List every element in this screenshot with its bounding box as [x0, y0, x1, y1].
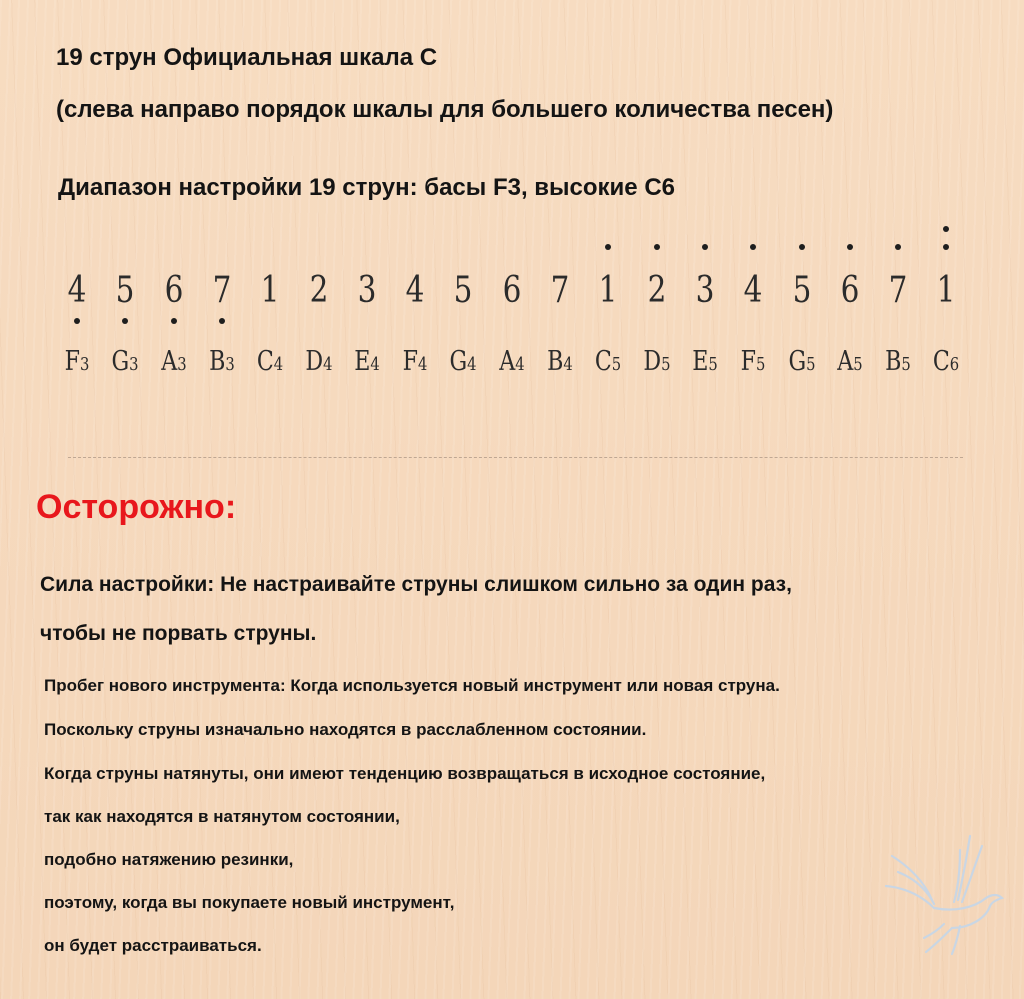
note-name [300, 342, 338, 385]
paragraph-line-3: Когда струны натянуты, они имеют тенденцию возвращаться в исходное состояние, [44, 764, 766, 783]
paragraph-line-7: он будет расстраиваться. [44, 936, 262, 955]
octave-dot-above [654, 244, 660, 250]
scale-degree: 7 [212, 270, 232, 311]
note-letter: F [64, 346, 80, 377]
note-octave: 4 [273, 354, 284, 375]
note-letter: C [257, 346, 274, 377]
octave-dot-above [895, 244, 901, 250]
octave-dot-above [750, 244, 756, 250]
scale-degree: 2 [309, 270, 328, 311]
section-divider [68, 457, 963, 458]
scale-degree: 4 [743, 270, 763, 311]
scale-degree: 4 [67, 270, 87, 311]
note-letter: G [449, 346, 468, 377]
note-letter: A [160, 346, 177, 377]
paragraph-line-1: Пробег нового инструмента: Когда используется новый инструмент или новая струна. [44, 676, 780, 695]
scale-notes-row [0, 342, 1024, 382]
note-octave: 5 [901, 354, 911, 375]
scale-degree: 1 [598, 270, 618, 311]
octave-dot-below [171, 318, 177, 324]
note-letter: B [547, 346, 564, 377]
scale-degree: 6 [164, 270, 183, 311]
octave-dot-above [943, 226, 949, 232]
scale-degree: 1 [936, 270, 956, 311]
note-name [541, 342, 579, 385]
paragraph-line-2: Поскольку струны изначально находятся в расслабленном состоянии. [44, 720, 647, 739]
note-letter: E [354, 346, 371, 377]
note-name [783, 342, 821, 385]
dove-icon [874, 828, 1014, 958]
note-letter: F [402, 346, 419, 377]
tuning-range: Диапазон настройки 19 струн: басы F3, высокие C6 [58, 174, 676, 201]
note-octave: 4 [467, 354, 477, 375]
note-letter: C [595, 346, 613, 377]
scale-degree: 6 [502, 270, 522, 311]
octave-dot-below [219, 318, 225, 324]
page-title: 19 струн Официальная шкала С [56, 44, 438, 71]
note-octave: 3 [129, 354, 139, 375]
note-octave: 4 [370, 354, 380, 375]
note-name [348, 342, 386, 385]
scale-degree: 5 [115, 270, 135, 311]
tuning-warning-line-2: чтобы не порвать струны. [40, 622, 317, 645]
note-octave: 5 [708, 354, 718, 375]
note-octave: 4 [563, 354, 573, 375]
octave-dot-above [702, 244, 708, 250]
octave-dot-above [799, 244, 805, 250]
paragraph-line-4: так как находятся в натянутом состоянии, [44, 807, 400, 826]
note-name [251, 342, 289, 385]
octave-dot-below [74, 318, 80, 324]
note-name [638, 342, 676, 385]
note-octave: 4 [418, 354, 428, 375]
octave-dot-below [122, 318, 128, 324]
note-letter: C [933, 346, 951, 377]
warning-heading: Осторожно: [36, 488, 237, 526]
scale-degree: 5 [453, 270, 473, 311]
note-name [155, 342, 193, 385]
note-name [58, 342, 96, 385]
tuning-warning-line-1: Сила настройки: Не настраивайте струны слишком сильно за один раз, [40, 573, 792, 596]
note-octave: 5 [756, 354, 766, 375]
paragraph-line-5: подобно натяжению резинки, [44, 850, 294, 869]
note-name [493, 342, 531, 385]
scale-degree: 5 [792, 270, 811, 311]
note-name [831, 342, 869, 385]
scale-degree: 7 [888, 270, 908, 311]
scale-degree: 3 [357, 270, 377, 311]
note-letter: G [111, 346, 130, 377]
note-octave: 4 [514, 354, 525, 375]
scale-degree: 4 [405, 270, 425, 311]
note-octave: 5 [805, 354, 816, 375]
scale-degree: 3 [695, 270, 715, 311]
note-name [396, 342, 434, 385]
scale-numbers-row [0, 266, 1024, 316]
octave-dot-above [943, 244, 949, 250]
note-octave: 6 [950, 354, 960, 375]
note-letter: B [885, 346, 902, 377]
scale-degree: 7 [550, 270, 570, 311]
note-name [928, 342, 966, 385]
note-octave: 5 [612, 354, 622, 375]
note-letter: D [304, 346, 323, 377]
note-octave: 4 [322, 354, 333, 375]
note-letter: E [692, 346, 709, 377]
page-subtitle: (слева направо порядок шкалы для большего количества песен) [56, 96, 834, 123]
note-letter: A [837, 346, 854, 377]
note-octave: 5 [660, 354, 671, 375]
note-name [734, 342, 772, 385]
note-letter: D [643, 346, 661, 377]
note-name [589, 342, 627, 385]
note-name [879, 342, 917, 385]
note-name [203, 342, 241, 385]
note-octave: 3 [176, 354, 187, 375]
note-letter: G [787, 346, 806, 377]
scale-degree: 1 [260, 270, 280, 311]
note-letter: A [498, 346, 515, 377]
note-octave: 5 [853, 354, 863, 375]
scale-degree: 2 [647, 270, 666, 311]
note-letter: F [740, 346, 757, 377]
note-octave: 3 [79, 354, 90, 375]
octave-dot-above [605, 244, 611, 250]
note-letter: B [209, 346, 226, 377]
note-name [445, 342, 483, 385]
paragraph-line-6: поэтому, когда вы покупаете новый инструмент, [44, 893, 455, 912]
scale-degree: 6 [840, 270, 860, 311]
octave-dot-above [847, 244, 853, 250]
note-octave: 3 [225, 354, 235, 375]
note-name [686, 342, 724, 385]
note-name [106, 342, 144, 385]
